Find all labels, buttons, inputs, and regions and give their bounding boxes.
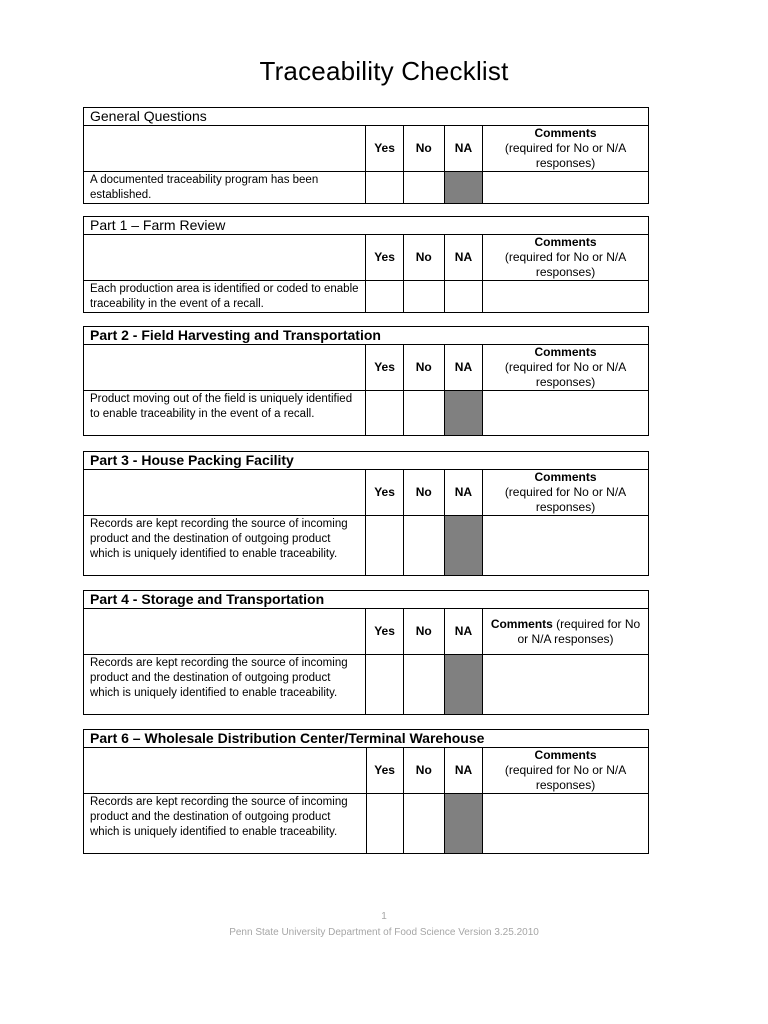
- section-part-2: [83, 326, 649, 436]
- footer-text: Penn State University Department of Food Science Version 3.25.2010: [229, 927, 539, 938]
- na-column-header: NA: [444, 345, 482, 391]
- comments-answer-cell[interactable]: [483, 516, 649, 576]
- no-answer-cell[interactable]: [403, 516, 444, 576]
- no-answer-cell[interactable]: [403, 391, 444, 436]
- na-answer-cell-shaded: [444, 172, 482, 204]
- section-general-questions: [83, 107, 649, 204]
- yes-column-header: Yes: [366, 235, 403, 281]
- question-text: Each production area is identified or coded to enable traceability in the event of a recall.: [84, 281, 366, 313]
- no-column-header: No: [403, 609, 444, 655]
- section-heading: Part 6 – Wholesale Distribution Center/Terminal Warehouse: [84, 730, 649, 748]
- comments-label: Comments: [534, 470, 597, 484]
- comments-note: (required for No or N/A responses): [504, 250, 627, 279]
- comments-label: Comments: [534, 748, 597, 762]
- section-part-3: [83, 451, 649, 576]
- no-column-header: No: [403, 470, 444, 516]
- no-column-header: No: [403, 235, 444, 281]
- blank-header-cell: [84, 345, 366, 391]
- na-answer-cell-shaded: [444, 391, 482, 436]
- na-answer-cell-shaded: [444, 655, 482, 715]
- yes-answer-cell[interactable]: [366, 516, 403, 576]
- yes-column-header: Yes: [366, 748, 403, 794]
- comments-answer-cell[interactable]: [483, 391, 649, 436]
- section-part-1: [83, 216, 649, 313]
- comments-note: (required for No or N/A responses): [517, 616, 641, 646]
- yes-column-header: Yes: [366, 345, 403, 391]
- section-part-6: [83, 729, 649, 854]
- question-text: Product moving out of the field is uniquely identified to enable traceability in the event of a recall.: [84, 391, 366, 436]
- section-heading: General Questions: [84, 108, 649, 126]
- comments-label: Comments: [534, 235, 597, 249]
- comments-answer-cell[interactable]: [483, 172, 649, 204]
- blank-header-cell: [84, 235, 366, 281]
- blank-header-cell: [84, 609, 366, 655]
- yes-column-header: Yes: [366, 470, 403, 516]
- page-title: Traceability Checklist: [259, 56, 509, 86]
- question-text: Records are kept recording the source of incoming product and the destination of outgoing product which is uniquely identified to enable traceability.: [84, 516, 366, 576]
- yes-answer-cell[interactable]: [366, 794, 403, 854]
- blank-header-cell: [84, 748, 367, 794]
- yes-answer-cell[interactable]: [366, 172, 403, 204]
- no-column-header: No: [403, 748, 444, 794]
- comments-column-header: [483, 609, 649, 655]
- comments-column-header: [483, 235, 649, 281]
- na-column-header: NA: [444, 235, 482, 281]
- section-part-4: [83, 590, 649, 715]
- na-answer-cell-shaded: [444, 794, 482, 854]
- comments-label: Comments: [490, 616, 553, 631]
- na-column-header: NA: [444, 470, 482, 516]
- comments-column-header: [483, 470, 649, 516]
- comments-answer-cell[interactable]: [483, 655, 649, 715]
- no-answer-cell[interactable]: [403, 794, 444, 854]
- question-text: Records are kept recording the source of incoming product and the destination of outgoing product which is uniquely identified to enable traceability.: [84, 794, 367, 854]
- comments-column-header: [483, 126, 649, 172]
- yes-column-header: Yes: [366, 609, 403, 655]
- comments-note: (required for No or N/A responses): [504, 360, 627, 389]
- section-heading: Part 4 - Storage and Transportation: [84, 591, 649, 609]
- comments-column-header: [483, 345, 649, 391]
- section-heading: Part 3 - House Packing Facility: [84, 452, 649, 470]
- no-answer-cell[interactable]: [403, 655, 444, 715]
- section-heading: Part 1 – Farm Review: [84, 217, 649, 235]
- na-answer-cell-shaded: [444, 516, 482, 576]
- page-number: 1: [381, 911, 387, 922]
- question-text: A documented traceability program has been established.: [84, 172, 366, 204]
- na-column-header: NA: [444, 748, 482, 794]
- comments-answer-cell[interactable]: [483, 281, 649, 313]
- comments-answer-cell[interactable]: [483, 794, 649, 854]
- comments-note: (required for No or N/A responses): [504, 485, 627, 514]
- yes-answer-cell[interactable]: [366, 655, 403, 715]
- no-column-header: No: [403, 345, 444, 391]
- comments-column-header: [483, 748, 649, 794]
- question-text: Records are kept recording the source of incoming product and the destination of outgoing product which is uniquely identified to enable traceability.: [84, 655, 366, 715]
- no-answer-cell[interactable]: [403, 172, 444, 204]
- blank-header-cell: [84, 126, 366, 172]
- yes-column-header: Yes: [366, 126, 403, 172]
- comments-note: (required for No or N/A responses): [504, 763, 627, 792]
- no-answer-cell[interactable]: [403, 281, 444, 313]
- blank-header-cell: [84, 470, 366, 516]
- no-column-header: No: [403, 126, 444, 172]
- yes-answer-cell[interactable]: [366, 391, 403, 436]
- yes-answer-cell[interactable]: [366, 281, 403, 313]
- comments-note: (required for No or N/A responses): [504, 141, 627, 170]
- na-answer-cell[interactable]: [444, 281, 482, 313]
- comments-label: Comments: [534, 126, 597, 140]
- na-column-header: NA: [444, 126, 482, 172]
- na-column-header: NA: [444, 609, 482, 655]
- section-heading: Part 2 - Field Harvesting and Transportation: [84, 327, 649, 345]
- comments-label: Comments: [534, 345, 597, 359]
